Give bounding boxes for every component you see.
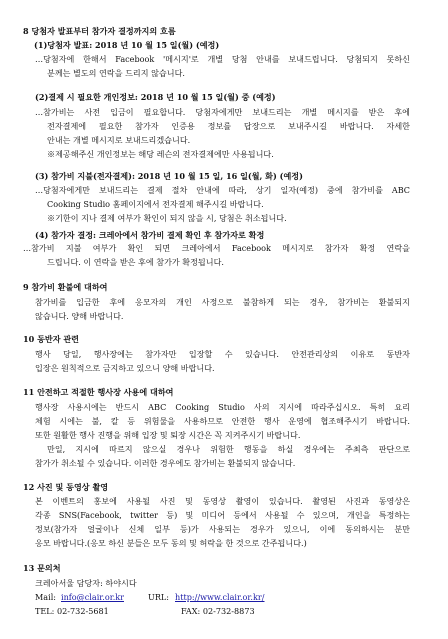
section-11-line: 체험 시에는 불, 칼 등 위험물을 사용하므로 안전한 행사 운영에 협조해주시기 바랍니다. (35, 416, 410, 426)
section-12-line: 정보(참가자 얼굴이나 신체 일부 등)가 사용되는 경우가 있으니, 이에 동의하시는 분만 (35, 524, 410, 534)
url-link[interactable]: http://www.clair.or.kr/ (175, 592, 265, 602)
section-12-line: 각종 SNS(Facebook, twitter 등) 및 미디어 등에서 사용될 수 있으며, 개인을 특정하는 (35, 510, 410, 520)
section-8-4-line: …참가비 지불 여부가 확인 되면 크레아에서 Facebook 메시지로 참가자 확정 연락을 (23, 243, 410, 253)
section-11-line: 참가가 취소될 수 있습니다. 이러한 경우에도 참가비는 환불되지 않습니다. (35, 458, 296, 468)
section-8-2-line: …참가비는 사전 입금이 필요합니다. 당첨자에게만 보내드리는 개별 메시지를 받은 후에 (35, 107, 410, 117)
url-label: URL: (148, 592, 170, 602)
section-11-line: 또한 원활한 행사 진행을 위해 입장 및 퇴장 시간은 꼭 지켜주시기 바랍니다. (35, 430, 301, 440)
section-8-2-note: ※제공해주신 개인정보는 해당 레슨의 전자결제에만 사용됩니다. (47, 149, 274, 159)
mail-label: Mail: (35, 592, 57, 602)
contact-person: 크레아서울 담당자: 하야시다 (35, 578, 137, 588)
section-8-heading: 8 당첨자 발표부터 참가자 결정까지의 흐름 (23, 26, 176, 36)
section-8-3-line: …당첨자에게만 보내드리는 결제 절차 안내에 따라, 상기 일자(예정) 중에 참가비를 ABC (35, 185, 410, 195)
section-12-line: 응모 바랍니다.(응모 하신 분들은 모두 동의 및 허락을 한 것으로 간주됩니다.) (35, 538, 307, 548)
mail-link[interactable]: info@clair.or.kr (61, 592, 125, 602)
section-10-heading: 10 동반자 관련 (23, 334, 79, 344)
section-8-3-heading: (3) 참가비 지불(전자결제): 2018 년 10 월 15 일, 16 일(월, 화) (예정) (35, 171, 303, 181)
section-11-line: 만일, 지시에 따르지 않으실 경우나 위험한 행동을 하실 경우에는 주최측 판단으로 (47, 444, 410, 454)
section-8-1-line: 분께는 별도의 연락을 드리지 않습니다. (47, 68, 185, 78)
section-8-1-heading: (1)당첨자 발표: 2018 년 10 월 15 일(월) (예정) (34, 40, 220, 50)
section-8-4-line: 드립니다. 이 연락을 받은 후에 참가가 확정됩니다. (47, 257, 224, 267)
section-12-heading: 12 사진 및 동영상 촬영 (23, 482, 109, 492)
section-8-2-heading: (2)결제 시 필요한 개인정보: 2018 년 10 월 15 일(월) 중 (예정) (35, 92, 276, 102)
section-8-4-heading: (4) 참가자 결정: 크레아에서 참가비 결제 확인 후 참가자로 확정 (35, 230, 265, 240)
section-8-1-line: …당첨자에 한해서 Facebook '메시지'로 개별 당첨 안내를 보내드립니다. 당첨되지 못하신 (35, 54, 410, 64)
section-8-2-line: 전자결제에 필요한 참가자 인증용 정보를 답장으로 보내주시길 바랍니다. 자세한 (47, 121, 410, 131)
fax-number: FAX: 02-732-8873 (181, 606, 255, 616)
section-9-line: 않습니다. 양해 바랍니다. (35, 311, 124, 321)
section-9-line: 참가비를 입금한 후에 응모자의 개인 사정으로 불참하게 되는 경우, 참가비는 환불되지 (35, 297, 410, 307)
section-10-line: 입장은 원칙적으로 금지하고 있으니 양해 바랍니다. (35, 363, 215, 373)
section-13-heading: 13 문의처 (23, 563, 61, 573)
section-11-line: 행사장 사용시에는 반드시 ABC Cooking Studio 사의 지시에 따라주십시오. 특히 요리 (35, 402, 410, 412)
section-8-2-line: 안내는 개별 메시지로 보내드리겠습니다. (47, 135, 191, 145)
section-9-heading: 9 참가비 환불에 대하여 (23, 282, 108, 292)
section-8-3-line: Cooking Studio 홈페이지에서 전자결제 해주시길 바랍니다. (47, 199, 264, 209)
section-8-3-note: ※기한이 지나 결제 여부가 확인이 되지 않을 시, 당첨은 취소됩니다. (47, 213, 287, 223)
section-11-heading: 11 안전하고 적절한 행사장 사용에 대하여 (23, 387, 174, 397)
section-12-line: 본 이벤트의 홍보에 사용될 사진 및 동영상 촬영이 있습니다. 촬영된 사진과 동영상은 (35, 496, 410, 506)
section-10-line: 행사 당일, 행사장에는 참가자만 입장할 수 있습니다. 안전관리상의 이유로 동반자 (35, 349, 410, 359)
tel-number: TEL: 02-732-5681 (35, 606, 109, 616)
